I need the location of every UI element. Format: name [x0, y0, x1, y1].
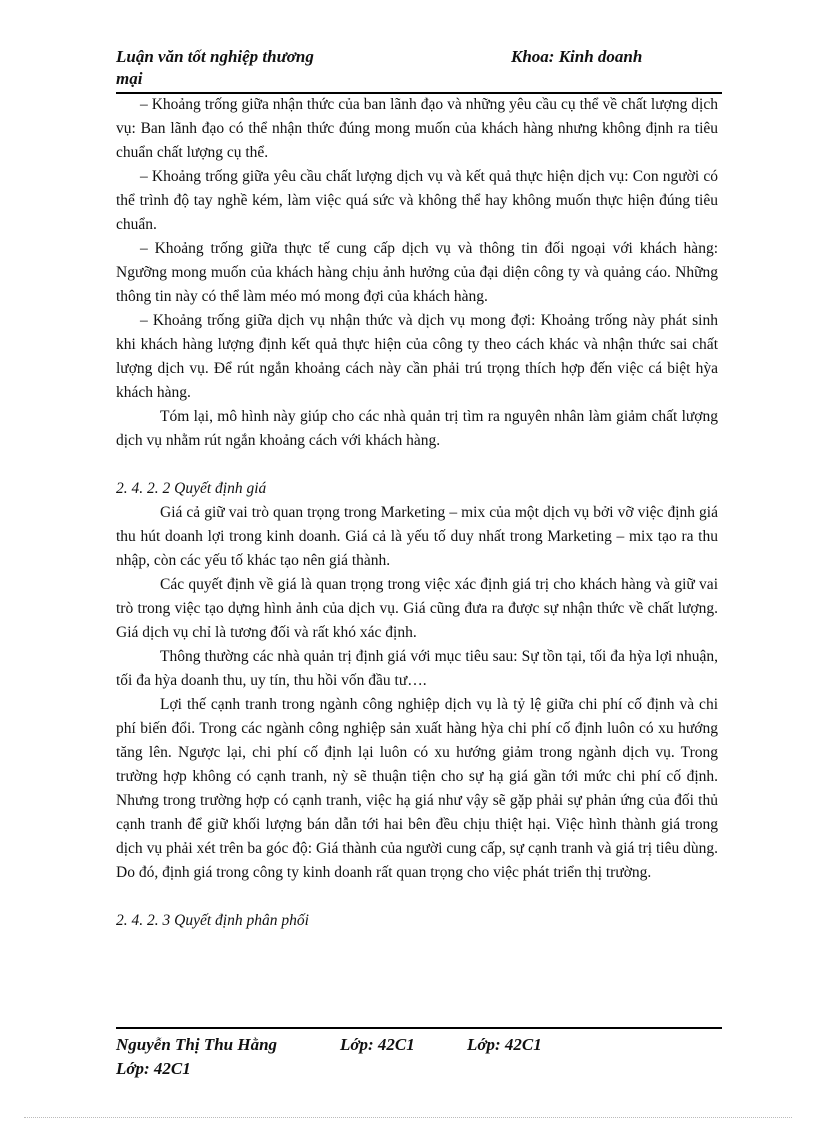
- paragraph-competitive-advantage: Lợi thế cạnh tranh trong ngành công nghiệp dịch vụ là tỷ lệ giữa chi phí cố định và chi phí biến đổi. Trong các ngành công nghiệp sản xuất hàng hỳa chi phí cố định luôn có xu hướng tăng lên. Ngược lại, chi phí cố định lại luôn có xu hướng giảm trong ngành dịch vụ. Trong trường hợp không có cạnh tranh, nỳ sẽ thuận tiện cho sự hạ giá gần tới mức chi phí cố định. Nhưng trong trường hợp có cạnh tranh, việc hạ giá như vậy sẽ gặp phải sự phản ứng của đối thủ cạnh tranh để giữ khối lượng bán dẫn tới hai bên đều chịu thiệt hại. Việc hình thành giá trong dịch vụ phải xét trên ba góc độ: Giá thành của người cung cấp, sự cạnh tranh và giá trị tiêu dùng. Do đó, định giá trong công ty kinh doanh rất quan trọng cho việc phát triển thị trường.: [116, 696, 718, 881]
- paragraph-gap-management: – Khoảng trống giữa nhận thức của ban lãnh đạo và những yêu cầu cụ thể về chất lượng dịch vụ: Ban lãnh đạo có thể nhận thức đúng mong muốn của khách hàng nhưng không định ra tiêu chuẩn chất lượng cụ thể.: [116, 96, 718, 161]
- section-heading-distribution: 2. 4. 2. 3 Quyết định phân phối: [116, 912, 309, 929]
- footer-class-2: Lớp: 42C1: [467, 1035, 542, 1054]
- paragraph-price-role: Giá cả giữ vai trò quan trọng trong Marketing – mix của một dịch vụ bởi vỡ việc định giá thu hút doanh lợi trong kinh doanh. Giá cả là yếu tố duy nhất trong Marketing – mix tạo ra thu nhập, còn các yếu tố khác tạo nên giá thành.: [116, 504, 718, 569]
- section-heading-price: 2. 4. 2. 2 Quyết định giá: [116, 480, 267, 497]
- paragraph-gap-perception: – Khoảng trống giữa dịch vụ nhận thức và dịch vụ mong đợi: Khoảng trống này phát sinh khi khách hàng lượng định kết quả thực hiện của công ty theo cách khác và nhận thức sai chất lượng dịch vụ. Để rút ngắn khoảng cách này cần phải trú trọng thích hợp đến việc cá biệt hỳa khách hàng.: [116, 312, 718, 401]
- footer-class-1: Lớp: 42C1: [340, 1035, 415, 1054]
- paragraph-summary: Tóm lại, mô hình này giúp cho các nhà quản trị tìm ra nguyên nhân làm giảm chất lượng dịch vụ nhằm rút ngắn khoảng cách với khách hàng.: [116, 408, 718, 449]
- page-body: [116, 93, 718, 933]
- footer-author-name: Nguyễn Thị Thu Hằng: [116, 1035, 278, 1054]
- paragraph-price-decisions: Các quyết định về giá là quan trọng trong việc xác định giá trị cho khách hàng và giữ vai trò trong việc tạo dựng hình ảnh của dịch vụ. Giá cũng đưa ra được sự nhận thức về chất lượng. Giá dịch vụ chỉ là tương đối và rất khó xác định.: [116, 576, 718, 641]
- paragraph-price-objectives: Thông thường các nhà quản trị định giá với mục tiêu sau: Sự tồn tại, tối đa hỳa lợi nhuận, tối đa hỳa doanh thu, uy tín, thu hồi vốn đầu tư….: [116, 648, 718, 689]
- page-bottom-border: [24, 1117, 792, 1118]
- paragraph-gap-communication: – Khoảng trống giữa thực tế cung cấp dịch vụ và thông tin đối ngoại với khách hàng: Ngưỡng mong muốn của khách hàng chịu ảnh hưởng của đại diện công ty và quảng cáo. Những thông tin này có thể làm méo mó mong đợi của khách hàng.: [116, 240, 718, 305]
- header-thesis-title: Luận văn tốt nghiệp thương mại: [116, 47, 314, 88]
- footer-divider: [116, 1027, 722, 1029]
- header-faculty: Khoa: Kinh doanh: [511, 47, 643, 66]
- footer-class-3: Lớp: 42C1: [116, 1059, 191, 1078]
- paragraph-gap-performance: – Khoảng trống giữa yêu cầu chất lượng dịch vụ và kết quả thực hiện dịch vụ: Con người có thể trình độ tay nghề kém, làm việc quá sức và không thể hay không muốn thực hiện đúng tiêu chuẩn.: [116, 168, 718, 233]
